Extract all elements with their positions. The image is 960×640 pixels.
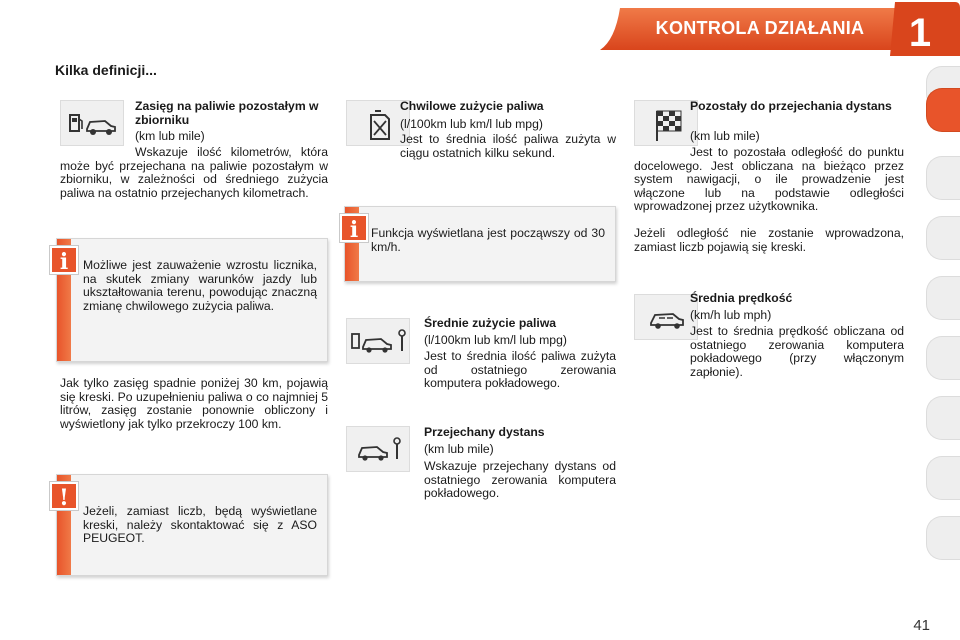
chapter-title: KONTROLA DZIAŁANIA <box>655 18 865 38</box>
chapter-number: 1 <box>908 11 932 55</box>
info-badge-icon: i <box>340 214 368 242</box>
instant-unit: (l/100km lub km/l lub mpg) <box>400 117 543 131</box>
average-consumption-description: Jest to średnia ilość paliwa zużyta od ostatniego zerowania komputera pokładowego. <box>424 349 616 390</box>
range-title: Zasięg na paliwie pozostałym w zbiorniku <box>135 99 319 127</box>
warning-box <box>56 474 328 576</box>
distance-unit: (km lub mile) <box>424 442 494 456</box>
car-speed-icon <box>634 294 698 340</box>
checkered-flag-icon <box>634 100 698 146</box>
thumb-tab[interactable] <box>926 156 960 200</box>
info-box-speed <box>344 206 616 282</box>
page-heading: Kilka definicji... <box>55 62 157 78</box>
remaining-distance-note: Jeżeli odległość nie zostanie wprowadzona, zamiast liczb pojawią się kreski. <box>634 226 904 254</box>
car-trip-icon <box>346 426 410 472</box>
remaining-distance-description: Jest to pozostała odległość do punktu docelowego. Jest obliczana na bieżąco przez system nawigacji, o ile prowadzenie jest włączone lub na podstawie odległości wprowadzonej przez użytkownika. <box>634 145 904 213</box>
info-text: Możliwe jest zauważenie wzrostu licznika, na skutek zmiany warunków jazdy lub ukształtowania terenu, powodując znaczną zmianę chwilowego zużycia paliwa. <box>83 258 317 313</box>
range-description: Wskazuje ilość kilometrów, która może być przejechana na paliwie pozostałym w zbiorniku, w zależności od średniego zużycia paliwa na ostatnio przejechanych kilometrach. <box>60 145 328 200</box>
warning-text: Jeżeli, zamiast liczb, będą wyświetlane kreski, należy skontaktować się z ASO PEUGEOT. <box>83 504 317 545</box>
info-speed-text: Funkcja wyświetlana jest począwszy od 30 km/h. <box>371 226 605 254</box>
distance-description: Wskazuje przejechany dystans od ostatniego zerowania komputera pokładowego. <box>424 459 616 500</box>
average-speed-unit: (km/h lub mph) <box>690 308 772 322</box>
thumb-tab[interactable] <box>926 516 960 560</box>
fuel-car-trip-icon <box>346 318 410 364</box>
average-consumption-title: Średnie zużycie paliwa <box>424 316 557 330</box>
remaining-distance-unit: (km lub mile) <box>690 129 760 143</box>
average-speed-title: Średnia prędkość <box>690 291 793 305</box>
average-speed-description: Jest to średnia prędkość obliczana od ostatniego zerowania komputera pokładowego (przy włączonym zapłonie). <box>690 324 904 379</box>
distance-title: Przejechany dystans <box>424 425 545 439</box>
thumb-tab[interactable] <box>926 216 960 260</box>
info-box <box>56 238 328 362</box>
thumb-tab[interactable] <box>926 396 960 440</box>
remaining-distance-title: Pozostały do przejechania dystans <box>690 99 892 113</box>
instant-title: Chwilowe zużycie paliwa <box>400 99 544 113</box>
instant-description: Jest to średnia ilość paliwa zużyta w ciągu ostatnich kilku sekund. <box>400 132 616 160</box>
thumb-tab[interactable] <box>926 276 960 320</box>
thumb-tab[interactable] <box>926 336 960 380</box>
range-unit: (km lub mile) <box>135 129 205 143</box>
info-badge-icon: i <box>50 246 78 274</box>
page-number: 41 <box>913 617 930 634</box>
average-consumption-unit: (l/100km lub km/l lub mpg) <box>424 333 567 347</box>
thumb-tab[interactable] <box>926 456 960 500</box>
fuel-pump-car-icon <box>60 100 124 146</box>
thumb-tab-active[interactable] <box>926 88 960 132</box>
thumb-index-tabs <box>926 66 960 576</box>
range-reset-paragraph: Jak tylko zasięg spadnie poniżej 30 km, pojawią się kreski. Po uzupełnieniu paliwa o co najmniej 5 litrów, zasięg zostanie ponownie obliczony i wyświetlony jak tylko przekroczy 100 km. <box>60 376 328 431</box>
warning-badge-icon: ! <box>50 482 78 510</box>
